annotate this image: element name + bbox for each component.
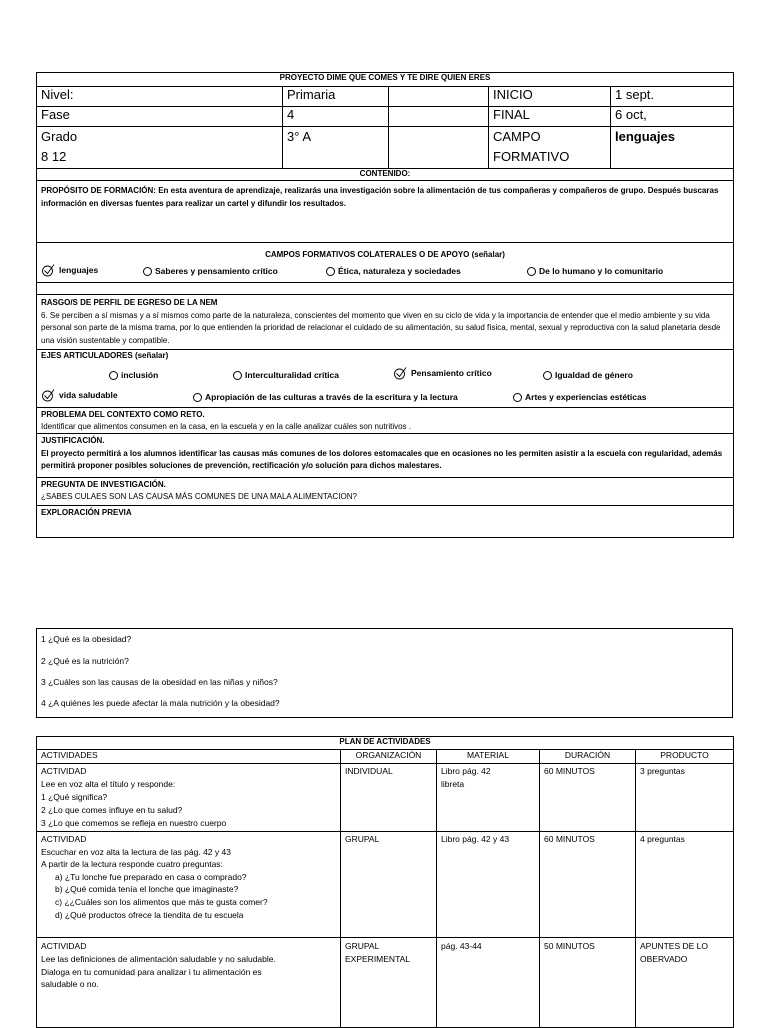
plan-table [36,736,734,1028]
campo-option-label: De lo humano y lo comunitario [539,266,664,276]
final-label: FINAL [489,107,611,127]
activity-2-org: GRUPAL [341,832,437,938]
activity-2 [37,832,341,938]
fase-label: Fase [37,107,283,127]
campo-option-label: Ética, naturaleza y sociedades [338,266,461,276]
activity-line: Lee en voz alta el título y responde: [41,779,176,789]
activity-3-org [341,938,437,1028]
org-line: GRUPAL [345,941,380,951]
eje-option-label: inclusión [121,370,159,380]
campo-option-saberes[interactable] [143,266,278,276]
campo-label-1: CAMPO [493,129,541,144]
question-item: 4 ¿A quiénes les puede afectar la mala nutrición y la obesidad? [41,698,280,708]
campo-option-etica[interactable] [326,266,461,276]
rasgo-title: RASGO/S DE PERFIL DE EGRESO DE LA NEM [41,298,218,307]
inicio-value: 1 sept. [611,87,734,107]
header-producto: PRODUCTO [636,750,734,764]
campo-value: lenguajes [611,127,734,169]
activity-1-duracion: 60 MINUTOS [540,764,636,832]
campo-option-label: Saberes y pensamiento crítico [155,266,278,276]
radio-icon [109,371,118,380]
campo-option-label: lenguajes [59,265,99,275]
rasgo-text: 6. Se perciben a sí mismas y a sí mismos como parte de la naturaleza, conscientes del momento que viven en su ciclo de vida y la importancia de entender que el medio ambiente y su vida personal son parte de la misma trama, por lo que entienden la prioridad de relacionar el cuidado de su alimentación, su salud física, mental, sexual y reproductiva con la salud planetaria desde una visión sustentable y compatible. [41,310,721,345]
plan-title: PLAN DE ACTIVIDADES [37,737,734,750]
eje-option-interculturalidad[interactable] [233,370,339,380]
activity-3-duracion: 50 MINUTOS [540,938,636,1028]
activity-2-duracion: 60 MINUTOS [540,832,636,938]
radio-icon [527,267,536,276]
campo-option-lenguajes[interactable] [41,263,98,277]
activity-3-producto [636,938,734,1028]
final-value: 6 oct, [611,107,734,127]
eje-option-label: vida saludable [59,390,118,400]
radio-icon [143,267,152,276]
eje-option-inclusion[interactable] [109,370,158,380]
fase-empty [389,107,489,127]
campos-colaterales [37,243,734,283]
proposito-text: PROPÓSITO DE FORMACIÓN: En esta aventura de aprendizaje, realizarás una investigación sobre la alimentación de tus compañeras y compañeros de grupo. Después buscaras información en diversas fuentes para realizar un cartel y difundir los resultados. [37,181,734,243]
radio-icon [193,393,202,402]
eje-option-pensamiento[interactable] [393,366,492,380]
rasgo-cell [37,295,734,350]
question-item: 2 ¿Qué es la nutrición? [41,656,129,666]
radio-icon [233,371,242,380]
campo-label-2: FORMATIVO [493,149,570,164]
ejes-title: EJES ARTICULADORES (señalar) [41,351,169,360]
checkmark-icon [41,263,55,277]
campo-option-humano[interactable] [527,266,663,276]
activity-2-material: Libro pág. 42 y 43 [437,832,540,938]
eje-option-label: Artes y experiencias estéticas [525,392,647,402]
justificacion-text: El proyecto permitirá a los alumnos identificar las causas más comunes de los dolores estomacales que en ocasiones no les permiten asistir a la escuela con regularidad, además permitirá proponer posibles soluciones de prevención, rectificación y/o solución para dichos malestares. [41,448,723,470]
activity-subitem: a) ¿Tu lonche fue preparado en casa o comprado? [55,871,247,882]
question-item: 1 ¿Qué es la obesidad? [41,634,132,644]
activity-3 [37,938,341,1028]
activity-line: Escuchar en voz alta la lectura de las pág. 42 y 43 [41,846,231,857]
activity-line: 3 ¿Lo que comemos se refleja en nuestro cuerpo [41,818,227,828]
spacer-row [37,283,734,295]
plan-row-1 [37,764,734,832]
questions-box [36,628,733,718]
justificacion-title: JUSTIFICACIÓN. [41,436,105,445]
activity-line: A partir de la lectura responde cuatro preguntas: [41,859,223,870]
grado-code: 8 12 [41,149,67,164]
activity-line: 2 ¿Lo que comes influye en tu salud? [41,805,183,815]
header-duracion: DURACIÓN [540,750,636,764]
activity-line: Dialoga en tu comunidad para analizar i tu alimentación es [41,966,262,977]
plan-row-2 [37,832,734,938]
material-line: Libro pág. 42 [441,766,491,776]
product-line: OBERVADO [640,954,688,964]
campos-title: CAMPOS FORMATIVOS COLATERALES O DE APOYO (señalar) [265,250,505,259]
pregunta-text: ¿SABES CULAES SON LAS CAUSA MÁS COMUNES DE UNA MALA ALIMENTACION? [41,492,357,501]
problema-text: Identificar que alimentos consumen en la casa, en la escuela y en la calle analizar cuáles son nutritivos . [41,422,411,431]
nivel-value: Primaria [283,87,389,107]
radio-icon [326,267,335,276]
nivel-empty [389,87,489,107]
org-line: EXPERIMENTAL [345,954,411,964]
eje-option-label: Interculturalidad crítica [245,370,339,380]
question-item: 3 ¿Cuáles son las causas de la obesidad en las niñas y niños? [41,677,278,687]
eje-option-vida-saludable[interactable] [41,388,118,402]
activity-1-producto: 3 preguntas [636,764,734,832]
exploracion-title: EXPLORACIÓN PREVIA [37,506,734,538]
justificacion-cell [37,434,734,478]
ejes-cell [37,350,734,408]
contenido-header: CONTENIDO: [37,169,734,181]
inicio-label: INICIO [489,87,611,107]
activity-subitem: b) ¿Qué comida tenía el lonche que imaginaste? [55,884,239,895]
eje-option-apropiacion[interactable] [193,392,458,402]
nivel-label: Nivel: [37,87,283,107]
plan-row-3 [37,938,734,1028]
activity-subitem: d) ¿Qué productos ofrece la tiendita de tu escuela [55,909,244,920]
project-table [36,72,734,538]
activity-line: 1 ¿Qué significa? [41,792,108,802]
row-nivel [37,87,734,107]
eje-option-artes[interactable] [513,392,646,402]
pregunta-cell [37,478,734,506]
activity-line: saludable o no. [41,979,99,990]
radio-icon [513,393,522,402]
pregunta-title: PREGUNTA DE INVESTIGACIÓN. [41,480,166,489]
fase-value: 4 [283,107,389,127]
activity-1-org: INDIVIDUAL [341,764,437,832]
grado-empty [389,127,489,169]
problema-title: PROBLEMA DEL CONTEXTO COMO RETO. [41,410,205,419]
eje-option-label: Apropiación de las culturas a través de la escritura y la lectura [205,392,458,402]
eje-option-label: Igualdad de género [555,370,633,380]
problema-cell [37,408,734,434]
activity-line: Lee las definiciones de alimentación saludable y no saludable. [41,953,276,964]
activity-subitem: c) ¿¿Cuáles son los alimentos que más te gusta comer? [55,896,268,907]
activity-line: ACTIVIDAD [41,834,87,844]
row-fase [37,107,734,127]
plan-header-row [37,750,734,764]
activity-1-material [437,764,540,832]
eje-option-igualdad[interactable] [543,370,633,380]
product-line: APUNTES DE LO [640,941,709,951]
header-material: MATERIAL [437,750,540,764]
row-grado [37,127,734,169]
activity-line: ACTIVIDAD [41,766,87,776]
activity-3-material: pág. 43-44 [437,938,540,1028]
activity-2-producto: 4 preguntas [636,832,734,938]
eje-option-label: Pensamiento crítico [411,368,492,378]
activity-1 [37,764,341,832]
grado-value: 3° A [283,127,389,169]
activity-line: ACTIVIDAD [41,941,87,951]
radio-icon [543,371,552,380]
grado-label: Grado [41,129,78,144]
header-organizacion: ORGANIZACIÓN [341,750,437,764]
project-title: PROYECTO DIME QUE COMES Y TE DIRE QUIEN ERES [37,73,734,87]
checkmark-icon [41,388,55,402]
header-actividades: ACTIVIDADES [37,750,341,764]
material-line: libreta [441,779,465,789]
checkmark-icon [393,366,407,380]
